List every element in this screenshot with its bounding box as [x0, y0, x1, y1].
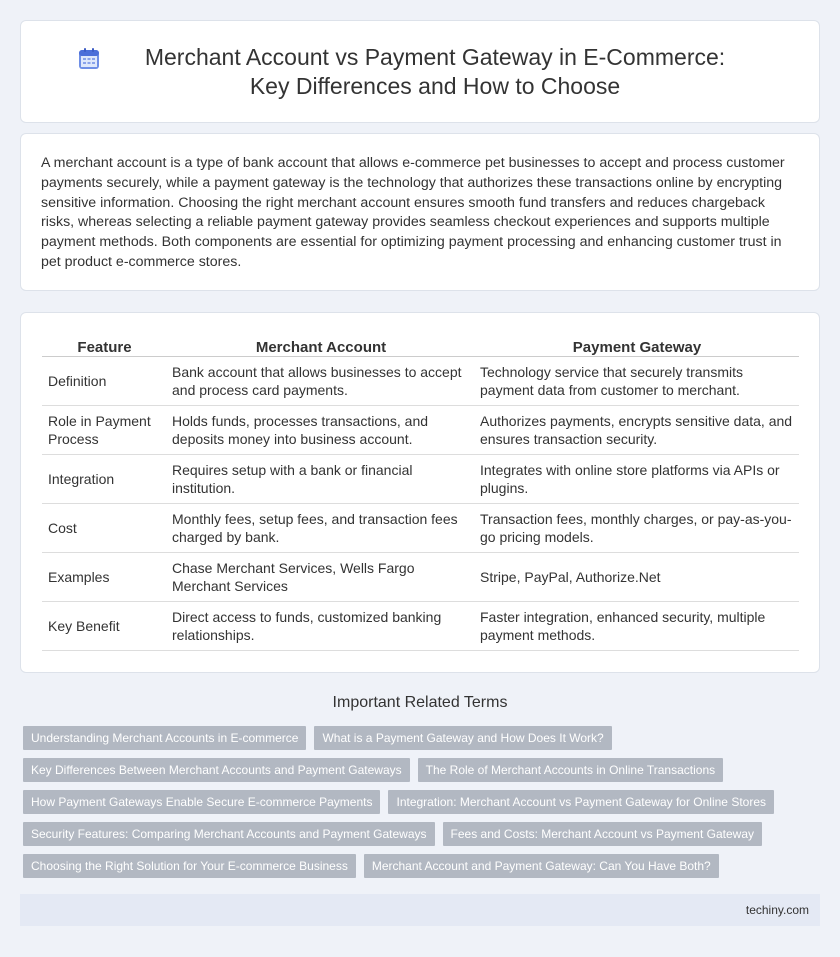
- row-merchant: Chase Merchant Services, Wells Fargo Merchant Services: [167, 552, 475, 601]
- table-row: [42, 601, 799, 650]
- row-merchant: Direct access to funds, customized banking relationships.: [167, 601, 475, 650]
- row-merchant: Holds funds, processes transactions, and deposits money into business account.: [167, 405, 475, 454]
- related-term-tag[interactable]: Security Features: Comparing Merchant Accounts and Payment Gateways: [23, 822, 435, 846]
- related-term-tag[interactable]: What is a Payment Gateway and How Does It Work?: [314, 726, 611, 750]
- related-term-tag[interactable]: How Payment Gateways Enable Secure E-commerce Payments: [23, 790, 380, 814]
- related-term-tag[interactable]: Choosing the Right Solution for Your E-commerce Business: [23, 854, 356, 878]
- table-header-row: [42, 333, 799, 356]
- table-row: [42, 503, 799, 552]
- header-feature: Feature: [42, 333, 167, 356]
- header-merchant-account: Merchant Account: [167, 333, 475, 356]
- row-gateway: Stripe, PayPal, Authorize.Net: [475, 552, 799, 601]
- row-feature: Key Benefit: [42, 601, 167, 650]
- related-term-tag[interactable]: Merchant Account and Payment Gateway: Can You Have Both?: [364, 854, 719, 878]
- related-term-tag[interactable]: Key Differences Between Merchant Accounts and Payment Gateways: [23, 758, 410, 782]
- row-gateway: Faster integration, enhanced security, multiple payment methods.: [475, 601, 799, 650]
- row-feature: Role in Payment Process: [42, 405, 167, 454]
- related-term-tag[interactable]: The Role of Merchant Accounts in Online Transactions: [418, 758, 723, 782]
- title-card: [20, 20, 820, 123]
- table-row: [42, 552, 799, 601]
- row-gateway: Transaction fees, monthly charges, or pay-as-you-go pricing models.: [475, 503, 799, 552]
- intro-paragraph: A merchant account is a type of bank account that allows e-commerce pet businesses to accept and process customer payments securely, while a payment gateway is the technology that authorizes these transactions online by encrypting sensitive information. Choosing the right merchant account ensures smooth fund transfers and reduces chargeback risks, whereas selecting a reliable payment gateway provides seamless checkout experiences and supports multiple payment methods. Both components are essential for optimizing payment processing and enhancing customer trust in pet product e-commerce stores.: [41, 155, 785, 270]
- header-payment-gateway: Payment Gateway: [475, 333, 799, 356]
- row-feature: Definition: [42, 356, 167, 405]
- page-title: Merchant Account vs Payment Gateway in E-Commerce: Key Differences and How to Choose: [144, 43, 726, 99]
- footer-site-link[interactable]: techiny.com: [745, 903, 809, 917]
- table-row: [42, 405, 799, 454]
- row-feature: Integration: [42, 454, 167, 503]
- table-row: [42, 356, 799, 405]
- row-feature: Cost: [42, 503, 167, 552]
- row-merchant: Monthly fees, setup fees, and transaction fees charged by bank.: [167, 503, 475, 552]
- related-terms-list: [23, 726, 823, 886]
- row-merchant: Bank account that allows businesses to accept and process card payments.: [167, 356, 475, 405]
- intro-card: [20, 133, 820, 291]
- row-feature: Examples: [42, 552, 167, 601]
- footer: [20, 894, 820, 926]
- related-term-tag[interactable]: Understanding Merchant Accounts in E-commerce: [23, 726, 306, 750]
- row-gateway: Authorizes payments, encrypts sensitive data, and ensures transaction security.: [475, 405, 799, 454]
- row-gateway: Integrates with online store platforms via APIs or plugins.: [475, 454, 799, 503]
- related-term-tag[interactable]: Integration: Merchant Account vs Payment Gateway for Online Stores: [388, 790, 774, 814]
- comparison-table: [42, 333, 799, 651]
- related-term-tag[interactable]: Fees and Costs: Merchant Account vs Payment Gateway: [443, 822, 762, 846]
- related-terms-heading: Important Related Terms: [332, 694, 508, 711]
- row-merchant: Requires setup with a bank or financial institution.: [167, 454, 475, 503]
- row-gateway: Technology service that securely transmits payment data from customer to merchant.: [475, 356, 799, 405]
- table-row: [42, 454, 799, 503]
- comparison-card: [20, 312, 820, 673]
